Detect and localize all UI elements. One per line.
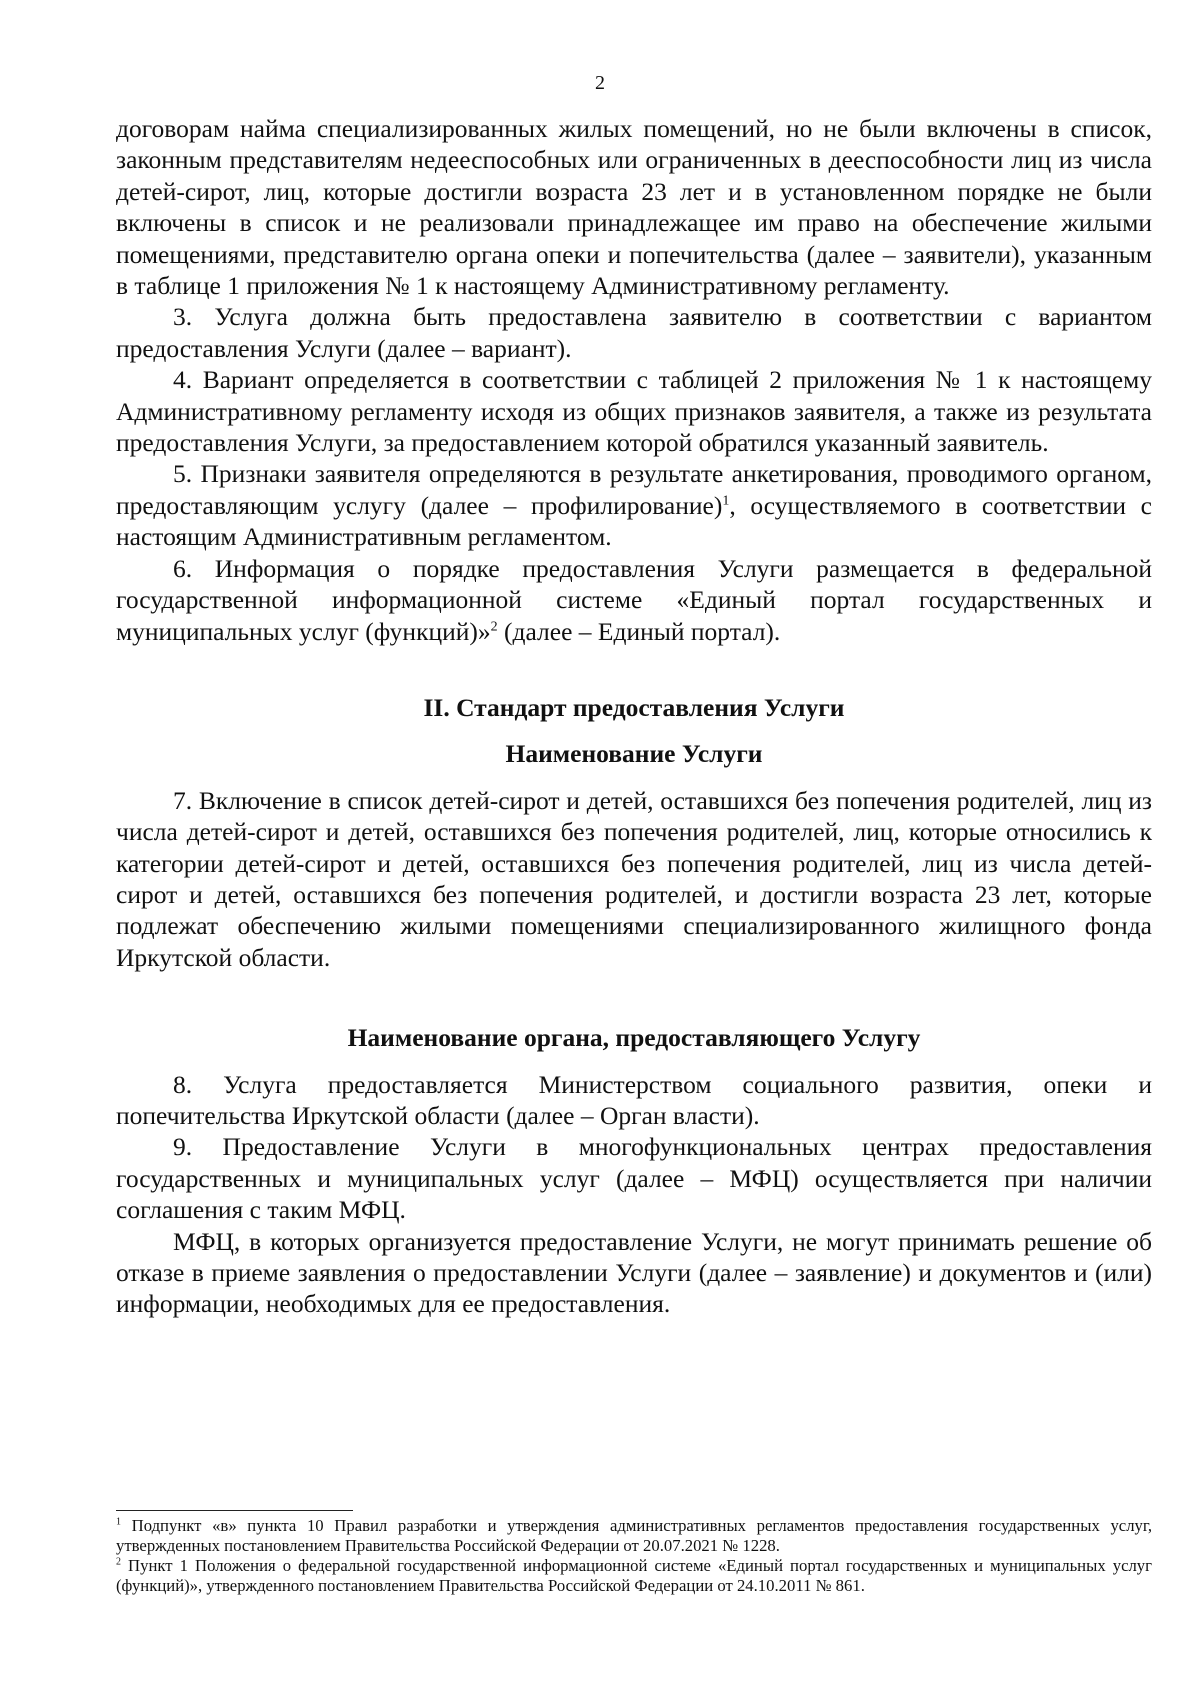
footnote-divider: [116, 1510, 353, 1511]
footnote-mark-1: 1: [116, 1516, 121, 1528]
paragraph-9: 9. Предоставление Услуги в многофункциональных центрах предоставления государственных и муниципальных услуг (далее – МФЦ) осуществляется при наличии соглашения с таким МФЦ.: [116, 1132, 1152, 1225]
footnotes: [116, 1516, 1152, 1596]
footnote-2-text: Пункт 1 Положения о федеральной государственной информационной системе «Единый портал государственных и муниципальных услуг (функций)», утвержденного постановлением Правительства Российской Федерации от 24.10.2011 № 861.: [116, 1556, 1152, 1595]
service-name-heading: Наименование Услуги: [505, 739, 763, 769]
section-heading: II. Стандарт предоставления Услуги: [423, 692, 845, 722]
paragraph-5: [116, 458, 1152, 552]
paragraph-5-text: 5. Признаки заявителя определяются в результате анкетирования, проводимого органом, предоставляющим услугу (далее – профилирование): [116, 459, 1152, 520]
paragraph-4: 4. Вариант определяется в соответствии с таблицей 2 приложения № 1 к настоящему Административному регламенту исходя из общих признаков заявителя, а также из результата предоставления Услуги, за предоставлением которой обратился указанный заявитель.: [116, 365, 1152, 458]
paragraph-5-tail: , осуществляемого в соответствии с настоящим Административным регламентом.: [116, 490, 1152, 552]
document-body: [116, 113, 1152, 1320]
paragraph-7: 7. Включение в список детей-сирот и детей, оставшихся без попечения родителей, лиц из числа детей-сирот и детей, оставшихся без попечения родителей, лиц, которые относились к категории детей-сирот и детей, оставшихся без попечения родителей, лиц из числа детей-сирот и детей, оставшихся без попечения родителей, и достигли возраста 23 лет, которые подлежат обеспечению жилыми помещениями специализированного жилищного фонда Иркутской области.: [116, 785, 1152, 972]
paragraph-continuation: договорам найма специализированных жилых помещений, но не были включены в список, законным представителям недееспособных или ограниченных в дееспособности лиц из числа детей-сирот, лиц, которые достигли возраста 23 лет и в установленном порядке не были включены в список и не реализовали принадлежащее им право на обеспечение жилыми помещениями, представителю органа опеки и попечительства (далее – заявители), указанным в таблице 1 приложения № 1 к настоящему Административному регламенту.: [116, 114, 1152, 301]
paragraph-6-tail: (далее – Единый портал).: [497, 616, 781, 646]
paragraph-mfc: МФЦ, в которых организуется предоставление Услуги, не могут принимать решение об отказе в приеме заявления о предоставлении Услуги (далее – заявление) и документов и (или) информации, необходимых для ее предоставления.: [116, 1226, 1152, 1319]
org-name-heading: Наименование органа, предоставляющего Услугу: [347, 1023, 921, 1053]
footnote-ref-2: 2: [490, 619, 498, 634]
paragraph-3: 3. Услуга должна быть предоставлена заявителю в соответствии с вариантом предоставления Услуги (далее – вариант).: [116, 302, 1152, 363]
paragraph-8: 8. Услуга предоставляется Министерством социального развития, опеки и попечительства Иркутской области (далее – Орган власти).: [116, 1069, 1152, 1130]
page-number: 2: [595, 72, 605, 94]
footnote-1: [116, 1516, 1152, 1556]
footnote-ref-1: 1: [722, 493, 730, 509]
footnote-mark-2: 2: [116, 1556, 121, 1568]
paragraph-6-text: 6. Информация о порядке предоставления Услуги размещается в федеральной государственной информационной системе «Единый портал государственных и муниципальных услуг (функций)»: [116, 553, 1152, 646]
footnote-1-text: Подпункт «в» пункта 10 Правил разработки и утверждения административных регламентов предоставления государственных услуг, утвержденных постановлением Правительства Российской Федерации от 20.07.2021 № 1228.: [116, 1516, 1152, 1555]
paragraph-6: [116, 553, 1152, 647]
footnote-2: [116, 1556, 1152, 1596]
